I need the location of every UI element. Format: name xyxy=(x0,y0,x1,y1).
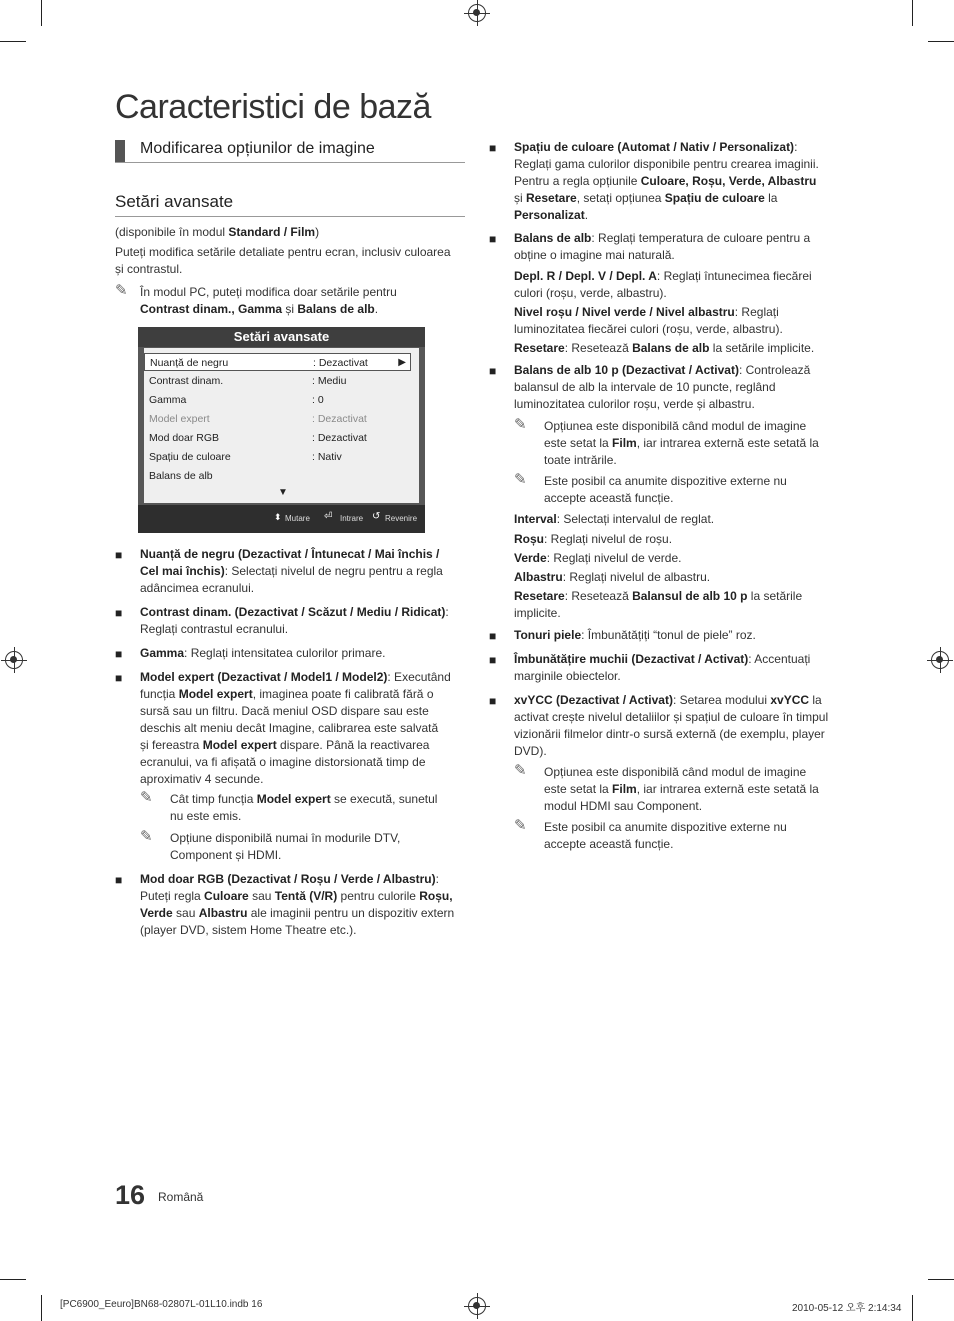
item-white-balance-10p: Balans de alb 10 p (Dezactivat / Activat): Controlează balansul de alb la intervale de 10 puncte, reglând luminozitatea culorilor roșu, verde și albastru. xyxy=(514,363,811,411)
item-reset-10p: Resetare: Resetează Balansul de alb 10 p la setările implicite. xyxy=(514,589,803,620)
registration-mark-icon xyxy=(468,1297,486,1315)
bullet-icon: ■ xyxy=(489,653,497,667)
updown-icon: ⬍ xyxy=(274,512,282,522)
registration-mark-icon xyxy=(5,651,23,669)
item-rgb-only: Mod doar RGB (Dezactivat / Roșu / Verde / Albastru): Puteți regla Culoare sau Tentă (V/R) pentru culorile Roșu, Verde sau Albastru ale imaginii pentru un dispozitiv extern (player DVD, sistem Home Theatre etc.). xyxy=(140,872,455,937)
item-blue: Albastru: Reglați nivelul de albastru. xyxy=(514,570,711,584)
page-title: Caracteristici de bază xyxy=(115,88,431,126)
bullet-icon: ■ xyxy=(115,606,123,620)
note-expert-sound: Cât timp funcția Model expert se execută, sunetul nu este emis. xyxy=(170,792,438,823)
footer-return: Revenire xyxy=(385,514,418,523)
crop-mark xyxy=(928,1279,954,1280)
note-xvycc-external: Este posibil ca anumite dispozitive externe nu accepte această funcție. xyxy=(544,820,787,851)
item-gamma: Gamma: Reglați intensitatea culorilor primare. xyxy=(140,646,386,660)
bullet-icon: ■ xyxy=(115,548,123,562)
footer-move: Mutare xyxy=(285,514,310,523)
subsection-heading: Setări avansate xyxy=(115,192,465,217)
crop-mark xyxy=(41,0,42,26)
note-icon: ✎ xyxy=(514,762,527,779)
note-icon: ✎ xyxy=(115,282,128,299)
bullet-icon: ■ xyxy=(489,694,497,708)
osd-row-dynamic-contrast[interactable]: Contrast dinam. : Mediu xyxy=(149,375,347,387)
registration-mark-icon xyxy=(468,4,486,22)
item-green: Verde: Reglați nivelul de verde. xyxy=(514,551,682,565)
osd-row-rgb-only[interactable]: Mod doar RGB : Dezactivat xyxy=(149,432,367,444)
crop-mark xyxy=(41,1295,42,1321)
osd-title: Setări avansate xyxy=(138,327,425,347)
note-icon: ✎ xyxy=(514,817,527,834)
arrow-right-icon: ▶ xyxy=(398,357,406,368)
enter-icon: ⏎ xyxy=(324,511,333,522)
intro-note: În modul PC, puteți modifica doar setările pentru Contrast dinam., Gamma și Balans de alb. xyxy=(140,285,397,316)
return-icon: ↺ xyxy=(372,511,381,522)
item-black-tone: Nuanță de negru (Dezactivat / Întunecat / Mai închis / Cel mai închis): Selectați nivelul de negru pentru a regla adâncimea ecranului. xyxy=(140,547,443,595)
item-gain: Nivel roșu / Nivel verde / Nivel albastru: Reglați luminozitatea fiecărei culori (roșu, verde, albastru). xyxy=(514,305,783,336)
page-language: Română xyxy=(158,1190,204,1204)
crop-mark xyxy=(0,41,26,42)
crop-mark xyxy=(912,0,913,26)
bullet-icon: ■ xyxy=(489,141,497,155)
section-heading-text: Modificarea opțiunilor de imagine xyxy=(140,140,375,157)
osd-row-gamma[interactable]: Gamma : 0 xyxy=(149,394,324,406)
osd-row-black-tone[interactable]: Nuanță de negru : Dezactivat ▶ xyxy=(144,353,411,371)
item-xvycc: xvYCC (Dezactivat / Activat): Setarea modului xvYCC la activat crește nivelul detaliilor și spațiul de culoare în timpul vizionării filmelor dintr-o sursă externă (de exemplu, player DVD). xyxy=(514,693,829,758)
note-icon: ✎ xyxy=(140,789,153,806)
note-expert-modes: Opțiune disponibilă numai în modurile DTV, Component și HDMI. xyxy=(170,831,401,862)
scroll-down-icon[interactable]: ▼ xyxy=(278,487,288,498)
osd-menu xyxy=(138,327,425,533)
footer-file: [PC6900_Eeuro]BN68-02807L-01L10.indb 16 xyxy=(60,1299,263,1310)
item-reset: Resetare: Resetează Balans de alb la setările implicite. xyxy=(514,341,815,355)
item-color-space: Spațiu de culoare (Automat / Nativ / Personalizat): Reglați gama culorilor disponibile pentru crearea imaginii. Pentru a regla opțiunile Culoare, Roșu, Verde, Albastru și Resetare, setați opțiunea Spațiu de culoare la Personalizat. xyxy=(514,140,819,222)
footer-date: 2010-05-12 오후 2:14:34 xyxy=(792,1303,902,1314)
crop-mark xyxy=(912,1295,913,1321)
crop-mark xyxy=(928,41,954,42)
item-white-balance: Balans de alb: Reglați temperatura de culoare pentru a obține o imagine mai naturală. xyxy=(514,231,811,262)
heading-bar xyxy=(115,140,125,162)
osd-row-color-space[interactable]: Spațiu de culoare : Nativ xyxy=(149,451,342,463)
item-edge-enhancement: Îmbunătățire muchii (Dezactivat / Activat): Accentuați marginile obiectelor. xyxy=(514,652,811,683)
crop-mark xyxy=(0,1279,26,1280)
bullet-icon: ■ xyxy=(115,671,123,685)
osd-footer xyxy=(138,505,425,533)
bullet-icon: ■ xyxy=(115,647,123,661)
bullet-icon: ■ xyxy=(489,232,497,246)
item-red: Roșu: Reglați nivelul de roșu. xyxy=(514,532,673,546)
intro-text: (disponibile în modul Standard / Film) Puteți modifica setările detaliate pentru ecran, inclusiv culoarea și contrastul. xyxy=(115,225,451,276)
footer-enter: Intrare xyxy=(340,514,364,523)
section-heading xyxy=(115,138,465,163)
osd-row-white-balance[interactable]: Balans de alb xyxy=(149,470,213,482)
item-interval: Interval: Selectați intervalul de reglat. xyxy=(514,512,715,526)
page-number: 16 xyxy=(115,1180,146,1210)
bullet-icon: ■ xyxy=(489,629,497,643)
note-icon: ✎ xyxy=(514,416,527,433)
item-dynamic-contrast: Contrast dinam. (Dezactivat / Scăzut / Mediu / Ridicat): Reglați contrastul ecranului. xyxy=(140,605,449,636)
item-offset: Depl. R / Depl. V / Depl. A: Reglați întunecimea fiecărei culori (roșu, verde, albastru). xyxy=(514,269,812,300)
note-xvycc-film: Opțiunea este disponibilă când modul de imagine este setat la Film, iar intrarea externă este setată la modul HDMI sau Component. xyxy=(544,765,819,813)
note-icon: ✎ xyxy=(514,471,527,488)
note-10p-external: Este posibil ca anumite dispozitive externe nu accepte această funcție. xyxy=(544,474,787,505)
item-expert-pattern: Model expert (Dezactivat / Model1 / Model2): Executând funcția Model expert, imaginea poate fi calibrată fără o sursă sau un filtru. Dacă meniul OSD dispare sau este deschis alt meniu decât Imagine, calibrarea este salvată și fereastra Model expert dispare. Până la reactivarea ecranului, va fi afișată o imagine distorsionată timp de aproximativ 4 secunde. xyxy=(140,670,451,786)
item-flesh-tone: Tonuri piele: Îmbunătățiți “tonul de piele” roz. xyxy=(514,628,756,642)
bullet-icon: ■ xyxy=(115,873,123,887)
note-icon: ✎ xyxy=(140,828,153,845)
osd-row-expert-pattern: Model expert : Dezactivat xyxy=(149,413,367,425)
registration-mark-icon xyxy=(931,651,949,669)
bullet-icon: ■ xyxy=(489,364,497,378)
note-10p-film: Opțiunea este disponibilă când modul de imagine este setat la Film, iar intrarea externă este setată la toate intrările. xyxy=(544,419,819,467)
